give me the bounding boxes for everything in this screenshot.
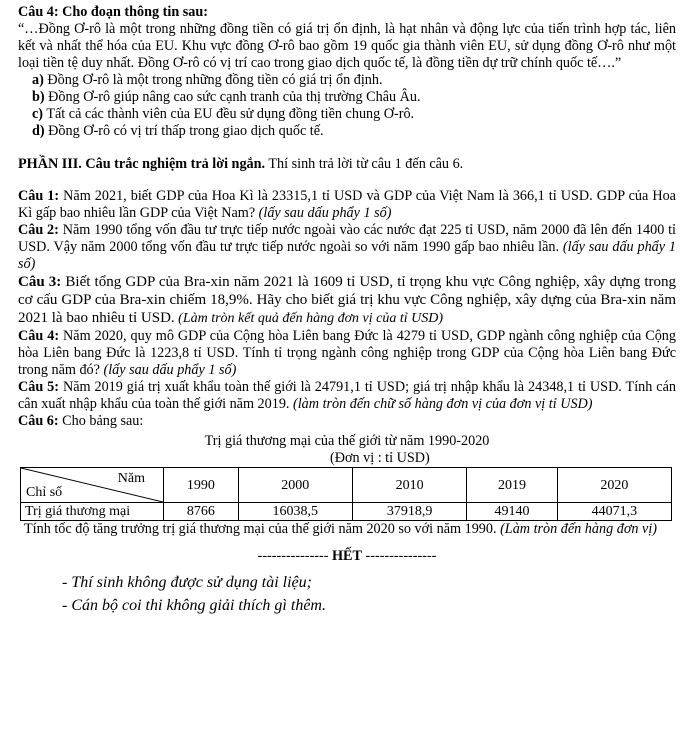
footer-notes — [62, 571, 676, 617]
year-2020: 2020 — [557, 468, 671, 503]
footer-note: - Cán bộ coi thi không giải thích gì thêm. — [62, 597, 326, 614]
cau4-heading: Câu 4: Cho đoạn thông tin sau: — [18, 4, 209, 20]
cau4-options — [18, 72, 676, 140]
footer-note: - Thí sinh không được sử dụng tài liệu; — [62, 574, 312, 591]
option-c: c) Tất cả các thành viên của EU đều sử dụng đồng tiền chung Ơ-rô. — [32, 106, 415, 122]
header-index-label: Chỉ số — [26, 485, 63, 500]
question-3: Câu 3: Biết tổng GDP của Bra-xin năm 2021 là 1609 tỉ USD, tỉ trọng khu vực Công nghiệp, xây dựng trong cơ cấu GDP của Bra-xin chiếm 18,9%. Hãy cho biết giá trị khu vực Công nghiệp, xây dựng của Bra-xin năm 2021 là bao nhiêu tỉ USD. (Làm tròn kết quả đến hàng đơn vị của tỉ USD) — [18, 274, 677, 326]
year-2000: 2000 — [238, 468, 352, 503]
question-6-prompt: Tính tốc độ tăng trưởng trị giá thương mại của thế giới năm 2020 so với năm 1990. (Làm tròn đến hàng đơn vị) — [24, 521, 657, 537]
end-marker: --------------- HẾT --------------- — [257, 548, 437, 564]
row-label: Trị giá thương mại — [21, 503, 164, 521]
option-b: b) Đồng Ơ-rô giúp nâng cao sức cạnh tranh của thị trường Châu Âu. — [32, 89, 421, 105]
header-year-label: Năm — [117, 471, 145, 486]
option-a: a) Đồng Ơ-rô là một trong những đồng tiền có giá trị ổn định. — [32, 72, 383, 88]
year-2010: 2010 — [352, 468, 466, 503]
part3-heading: PHẦN III. Câu trắc nghiệm trả lời ngắn. Thí sinh trả lời từ câu 1 đến câu 6. — [18, 156, 464, 172]
question-4: Câu 4: Năm 2020, quy mô GDP của Cộng hòa Liên bang Đức là 4279 tỉ USD, GDP ngành công nghiệp của Cộng hòa Liên bang Đức là 1223,8 tỉ USD. Tính tỉ trọng ngành công nghiệp trong GDP của Cộng hòa Liên bang Đức trong năm đó? (lấy sau dấu phẩy 1 số) — [18, 328, 676, 378]
option-d: d) Đồng Ơ-rô có vị trí thấp trong giao dịch quốc tế. — [32, 123, 324, 139]
value-2010: 37918,9 — [352, 503, 466, 521]
year-2019: 2019 — [467, 468, 558, 503]
question-6: Câu 6: Cho bảng sau: — [18, 413, 144, 429]
trade-table — [20, 467, 672, 521]
table-row — [21, 503, 672, 521]
question-1: Câu 1: Năm 2021, biết GDP của Hoa Kì là 23315,1 tỉ USD và GDP của Việt Nam là 366,1 tỉ USD. GDP của Hoa Kì gấp bao nhiêu lần GDP của Việt Nam? (lấy sau dấu phẩy 1 số) — [18, 188, 676, 221]
question-2: Câu 2: Năm 1990 tổng vốn đầu tư trực tiếp nước ngoài vào các nước đạt 225 tỉ USD, năm 2000 đã lên đến 1400 tỉ USD. Vậy năm 2000 tổng vốn đầu tư trực tiếp nước ngoài so với năm 1990 gấp bao nhiêu lần. (lấy sau dấu phẩy 1 số) — [18, 222, 676, 272]
value-2019: 49140 — [467, 503, 558, 521]
value-1990: 8766 — [164, 503, 239, 521]
table-unit: (Đơn vị : tỉ USD) — [330, 450, 430, 466]
question-5: Câu 5: Năm 2019 giá trị xuất khẩu toàn thế giới là 24791,1 tỉ USD; giá trị nhập khẩu là 24348,1 tỉ USD. Tính cán cân xuất nhập khẩu của toàn thế giới năm 2019. (làm tròn đến chữ số hàng đơn vị của đơn vị tỉ USD) — [18, 379, 676, 412]
table-header-row — [21, 468, 672, 503]
cau4-quote: “…Đồng Ơ-rô là một trong những đồng tiền có giá trị ổn định, là hạt nhân và động lực của tiến trình hợp tác, liên kết và nhất thể hóa của EU. Khu vực đồng Ơ-rô bao gồm 19 quốc gia thành viên EU, sử dụng đồng Ơ-rô như một loại tiền tệ duy nhất. Đồng Ơ-rô có vị trí cao trong giao dịch quốc tế, là đồng tiền dự trữ chính quốc tế….” — [18, 21, 676, 71]
diagonal-header-cell — [21, 468, 164, 503]
value-2020: 44071,3 — [557, 503, 671, 521]
value-2000: 16038,5 — [238, 503, 352, 521]
year-1990: 1990 — [164, 468, 239, 503]
table-title: Trị giá thương mại của thế giới từ năm 1990-2020 — [204, 433, 490, 449]
